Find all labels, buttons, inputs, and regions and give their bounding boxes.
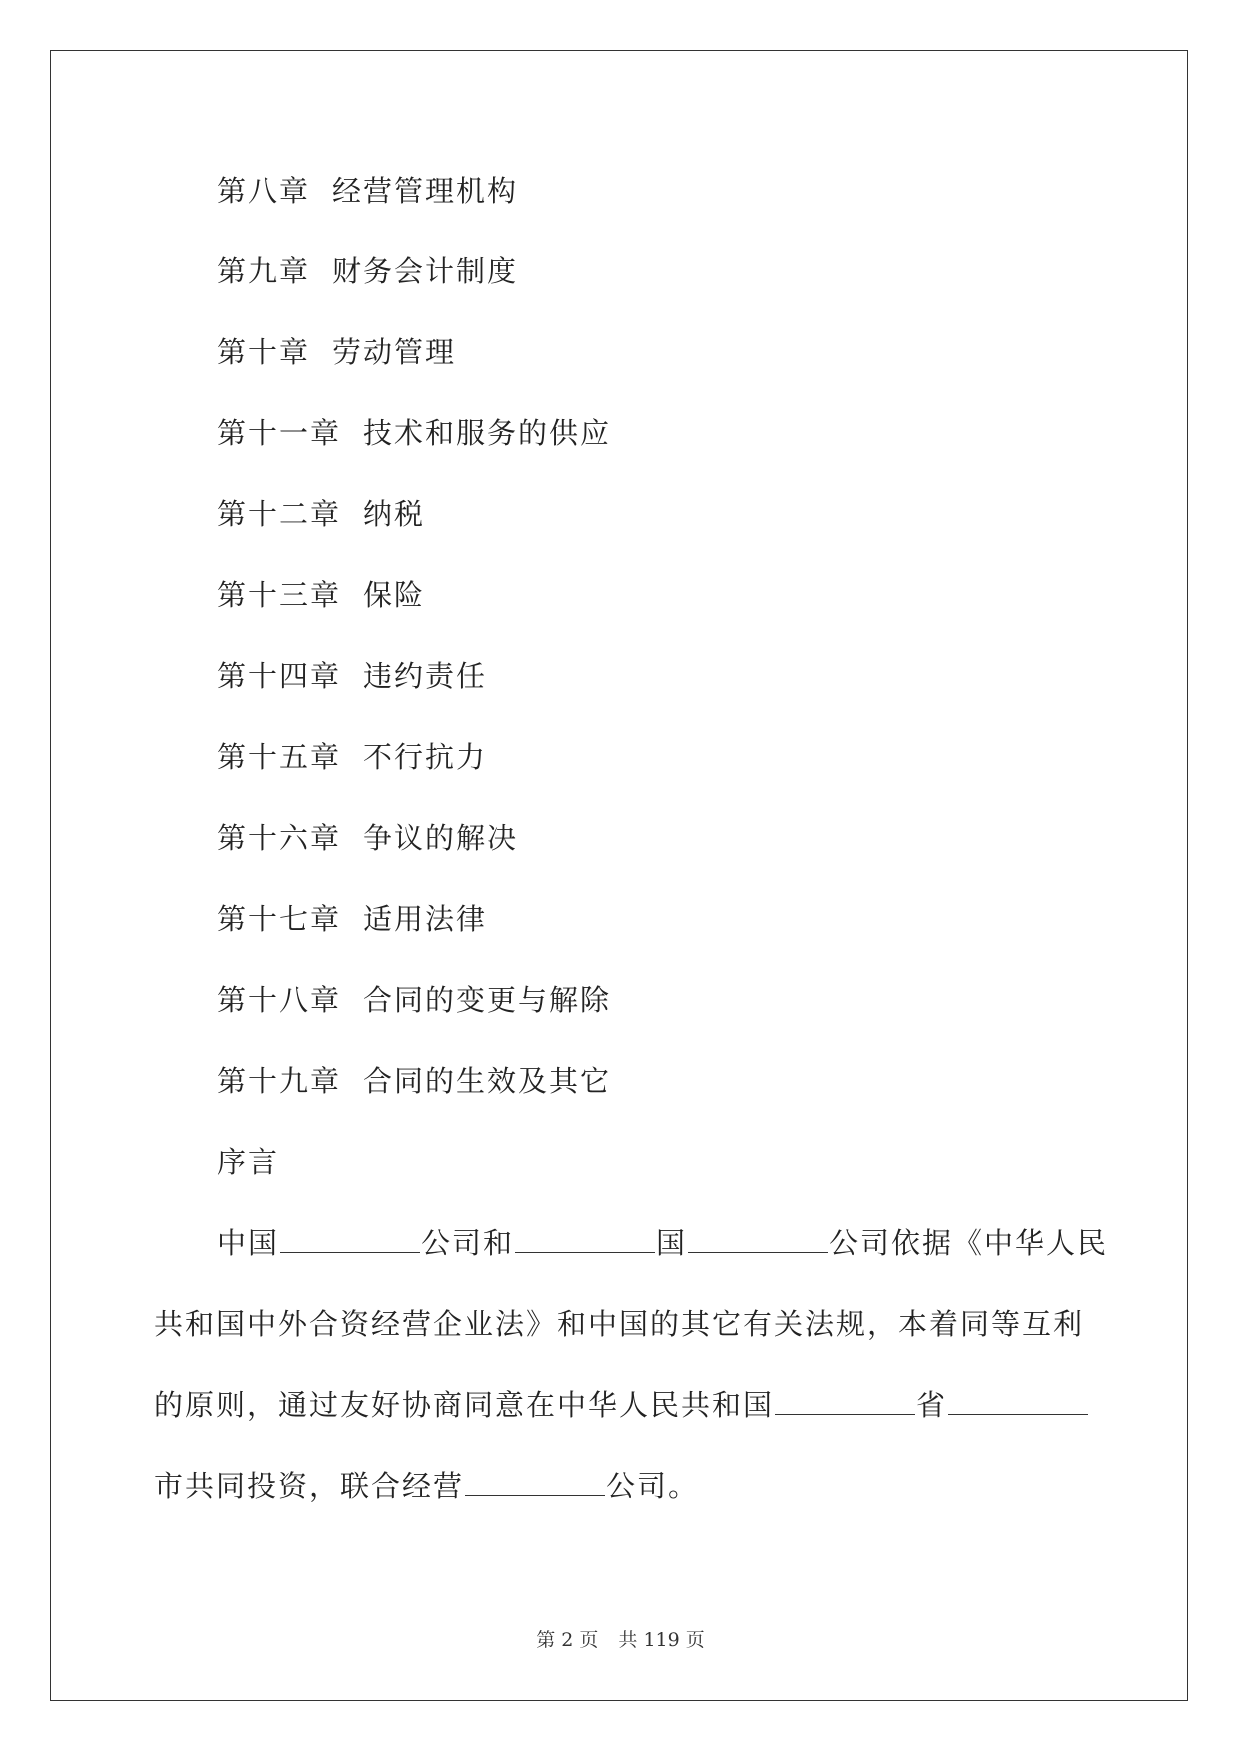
toc-chapter-title: 违约责任: [363, 659, 488, 693]
toc-item: [217, 413, 611, 453]
toc-chapter-number: 第十九章: [217, 1064, 342, 1098]
preface-heading: 序言: [217, 1145, 280, 1179]
page-number: 第 2 页: [536, 1629, 599, 1651]
toc-item: [217, 899, 487, 939]
toc-chapter-number: 第十八章: [217, 983, 342, 1017]
toc-item: [217, 656, 487, 696]
toc-chapter-title: 经营管理机构: [332, 174, 519, 208]
toc-chapter-number: 第十三章: [217, 578, 342, 612]
preface-paragraph-line: 的原则，通过友好协商同意在中华人民共和国 省: [154, 1385, 1089, 1425]
toc-chapter-number: 第十一章: [217, 416, 342, 450]
toc-chapter-title: 不行抗力: [363, 740, 488, 774]
toc-chapter-number: 第九章: [217, 254, 311, 288]
preface-paragraph-line: 市共同投资，联合经营 公司。: [154, 1469, 700, 1503]
blank-field: [948, 1388, 1088, 1415]
toc-chapter-title: 劳动管理: [332, 335, 457, 369]
toc-chapter-title: 财务会计制度: [332, 254, 519, 288]
blank-field: [465, 1469, 605, 1496]
toc-chapter-number: 第十七章: [217, 902, 342, 936]
toc-item: [217, 1061, 611, 1101]
toc-chapter-title: 适用法律: [363, 902, 488, 936]
preface-paragraph-line: 共和国中外合资经营企业法》和中国的其它有关法规，本着同等互利: [154, 1307, 1085, 1341]
toc-chapter-title: 争议的解决: [363, 821, 519, 855]
toc-item: [217, 251, 518, 291]
toc-item: [217, 818, 518, 858]
toc-chapter-number: 第十四章: [217, 659, 342, 693]
toc-item: [217, 737, 487, 777]
toc-chapter-number: 第八章: [217, 174, 311, 208]
toc-chapter-title: 技术和服务的供应: [363, 416, 612, 450]
blank-field: [775, 1388, 915, 1415]
blank-field: [280, 1226, 420, 1253]
toc-item: [217, 171, 518, 211]
toc-chapter-number: 第十六章: [217, 821, 342, 855]
page-total: 共 119 页: [618, 1629, 705, 1651]
toc-chapter-title: 合同的生效及其它: [363, 1064, 612, 1098]
page-border: [50, 50, 1188, 1701]
blank-field: [515, 1226, 655, 1253]
toc-chapter-title: 保险: [363, 578, 426, 612]
blank-field: [688, 1226, 828, 1253]
toc-chapter-number: 第十章: [217, 335, 311, 369]
preface-paragraph-line: 中国 公司和 国 公司依据《中华人民: [217, 1226, 1109, 1260]
toc-chapter-number: 第十二章: [217, 497, 342, 531]
toc-chapter-title: 纳税: [363, 497, 426, 531]
toc-item: [217, 575, 425, 615]
page-footer: [0, 1625, 1241, 1652]
toc-item: [217, 494, 425, 534]
toc-chapter-number: 第十五章: [217, 740, 342, 774]
toc-item: [217, 332, 456, 372]
toc-chapter-title: 合同的变更与解除: [363, 983, 612, 1017]
toc-item: [217, 980, 611, 1020]
